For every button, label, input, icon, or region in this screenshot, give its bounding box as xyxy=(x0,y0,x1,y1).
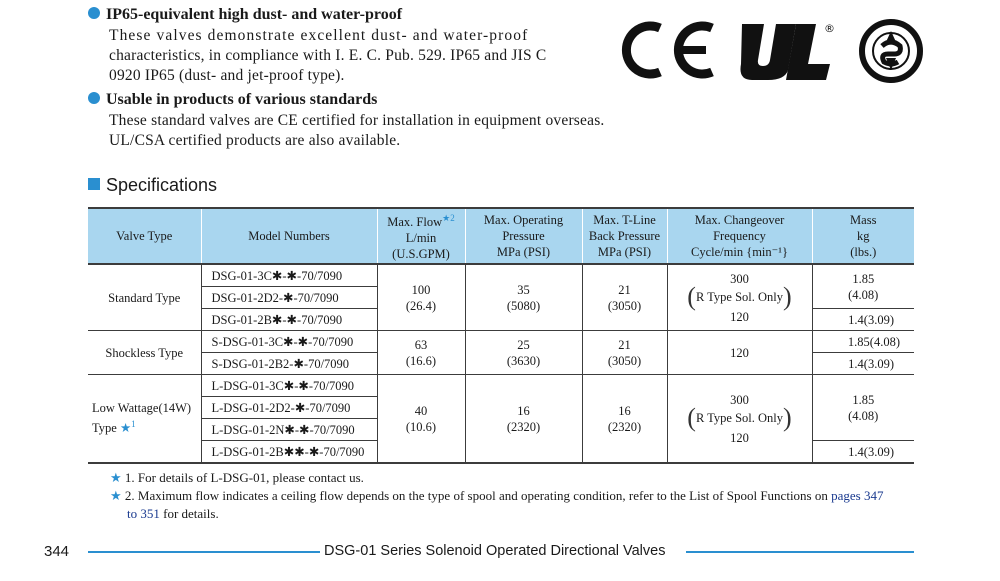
table-row xyxy=(88,331,914,353)
ce-logo xyxy=(620,18,720,82)
mass-cell: 1.85 (4.08) xyxy=(812,264,914,309)
header-mass: Mass kg (lbs.) xyxy=(812,208,914,264)
footnote-1: ★ 1. For details of L-DSG-01, please contact us. xyxy=(110,470,364,485)
model-cell: L-DSG-01-3C✱-✱-70/7090 xyxy=(201,375,377,397)
footer-title: DSG-01 Series Solenoid Operated Directional Valves xyxy=(324,543,666,559)
t-line-cell: 21 (3050) xyxy=(582,264,667,331)
table-row xyxy=(88,264,914,287)
feature-1 xyxy=(88,6,608,86)
specifications-heading: Specifications xyxy=(88,175,217,196)
t-line-cell: 16 (2320) xyxy=(582,375,667,464)
valve-type-cell: Standard Type xyxy=(88,264,201,331)
table-header-row xyxy=(88,208,914,264)
mass-cell: 1.4(3.09) xyxy=(812,441,914,464)
header-valve-type: Valve Type xyxy=(88,208,201,264)
bullet-icon xyxy=(88,7,100,19)
model-cell: S-DSG-01-2B2-✱-70/7090 xyxy=(201,353,377,375)
frequency-cell: 300 ( R Type Sol. Only ) 120 xyxy=(667,375,812,464)
specifications-table xyxy=(88,207,914,464)
bullet-icon xyxy=(88,92,100,104)
model-cell: L-DSG-01-2N✱-✱-70/7090 xyxy=(201,419,377,441)
model-cell: L-DSG-01-2D2-✱-70/7090 xyxy=(201,397,377,419)
mass-cell: 1.85(4.08) xyxy=(812,331,914,353)
svg-text:®: ® xyxy=(824,22,835,35)
op-pressure-cell: 35 (5080) xyxy=(465,264,582,331)
header-max-changeover: Max. Changeover Frequency Cycle/min {min⁻¹} xyxy=(667,208,812,264)
feature-2 xyxy=(88,91,648,151)
flow-cell: 40 (10.6) xyxy=(377,375,465,464)
model-cell: L-DSG-01-2B✱✱-✱-70/7090 xyxy=(201,441,377,464)
footnote-2-continued: to 351 for details. xyxy=(127,506,219,521)
model-cell: DSG-01-2B✱-✱-70/7090 xyxy=(201,309,377,331)
footer-rule xyxy=(686,551,914,553)
footnote-2: ★ 2. Maximum flow indicates a ceiling flow depends on the type of spool and operating condition, refer to the List of Spool Functions on pages 347 xyxy=(110,488,884,503)
mass-cell: 1.4(3.09) xyxy=(812,309,914,331)
square-bullet-icon xyxy=(88,178,100,190)
feature-line: characteristics, in compliance with I. E. C. Pub. 529. IP65 and JIS C xyxy=(109,47,547,64)
header-max-operating: Max. Operating Pressure MPa (PSI) xyxy=(465,208,582,264)
footnotes xyxy=(110,469,930,523)
mass-cell: 1.85 (4.08) xyxy=(812,375,914,441)
flow-cell: 100 (26.4) xyxy=(377,264,465,331)
feature-line: UL/CSA certified products are also available. xyxy=(109,132,401,149)
header-max-flow: Max. Flow$^{★2}$ L/min (U.S.GPM) xyxy=(377,208,465,264)
mass-cell: 1.4(3.09) xyxy=(812,353,914,375)
feature-line: These valves demonstrate excellent dust- and water-proof xyxy=(109,27,529,44)
ul-logo xyxy=(738,20,838,84)
op-pressure-cell: 16 (2320) xyxy=(465,375,582,464)
table-row xyxy=(88,375,914,397)
header-max-t-line: Max. T-Line Back Pressure MPa (PSI) xyxy=(582,208,667,264)
valve-type-cell: Low Wattage(14W) Type ★$^1$ xyxy=(88,375,201,464)
op-pressure-cell: 25 (3630) xyxy=(465,331,582,375)
pages-link[interactable]: pages 347 xyxy=(831,488,884,503)
valve-type-cell: Shockless Type xyxy=(88,331,201,375)
footer-rule xyxy=(88,551,320,553)
csa-logo xyxy=(858,18,924,84)
feature-title: Usable in products of various standards xyxy=(106,91,378,108)
feature-line: These standard valves are CE certified for installation in equipment overseas. xyxy=(109,112,605,129)
model-cell: DSG-01-2D2-✱-70/7090 xyxy=(201,287,377,309)
frequency-cell: 300 ( R Type Sol. Only ) 120 xyxy=(667,264,812,331)
feature-line: 0920 IP65 (dust- and jet-proof type). xyxy=(109,67,345,84)
frequency-cell: 120 xyxy=(667,331,812,375)
feature-title: IP65-equivalent high dust- and water-proof xyxy=(106,6,403,23)
flow-cell: 63 (16.6) xyxy=(377,331,465,375)
t-line-cell: 21 (3050) xyxy=(582,331,667,375)
header-model-numbers: Model Numbers xyxy=(201,208,377,264)
page-number: 344 xyxy=(44,543,70,560)
model-cell: S-DSG-01-3C✱-✱-70/7090 xyxy=(201,331,377,353)
model-cell: DSG-01-3C✱-✱-70/7090 xyxy=(201,264,377,287)
pages-link[interactable]: to 351 xyxy=(127,506,160,521)
